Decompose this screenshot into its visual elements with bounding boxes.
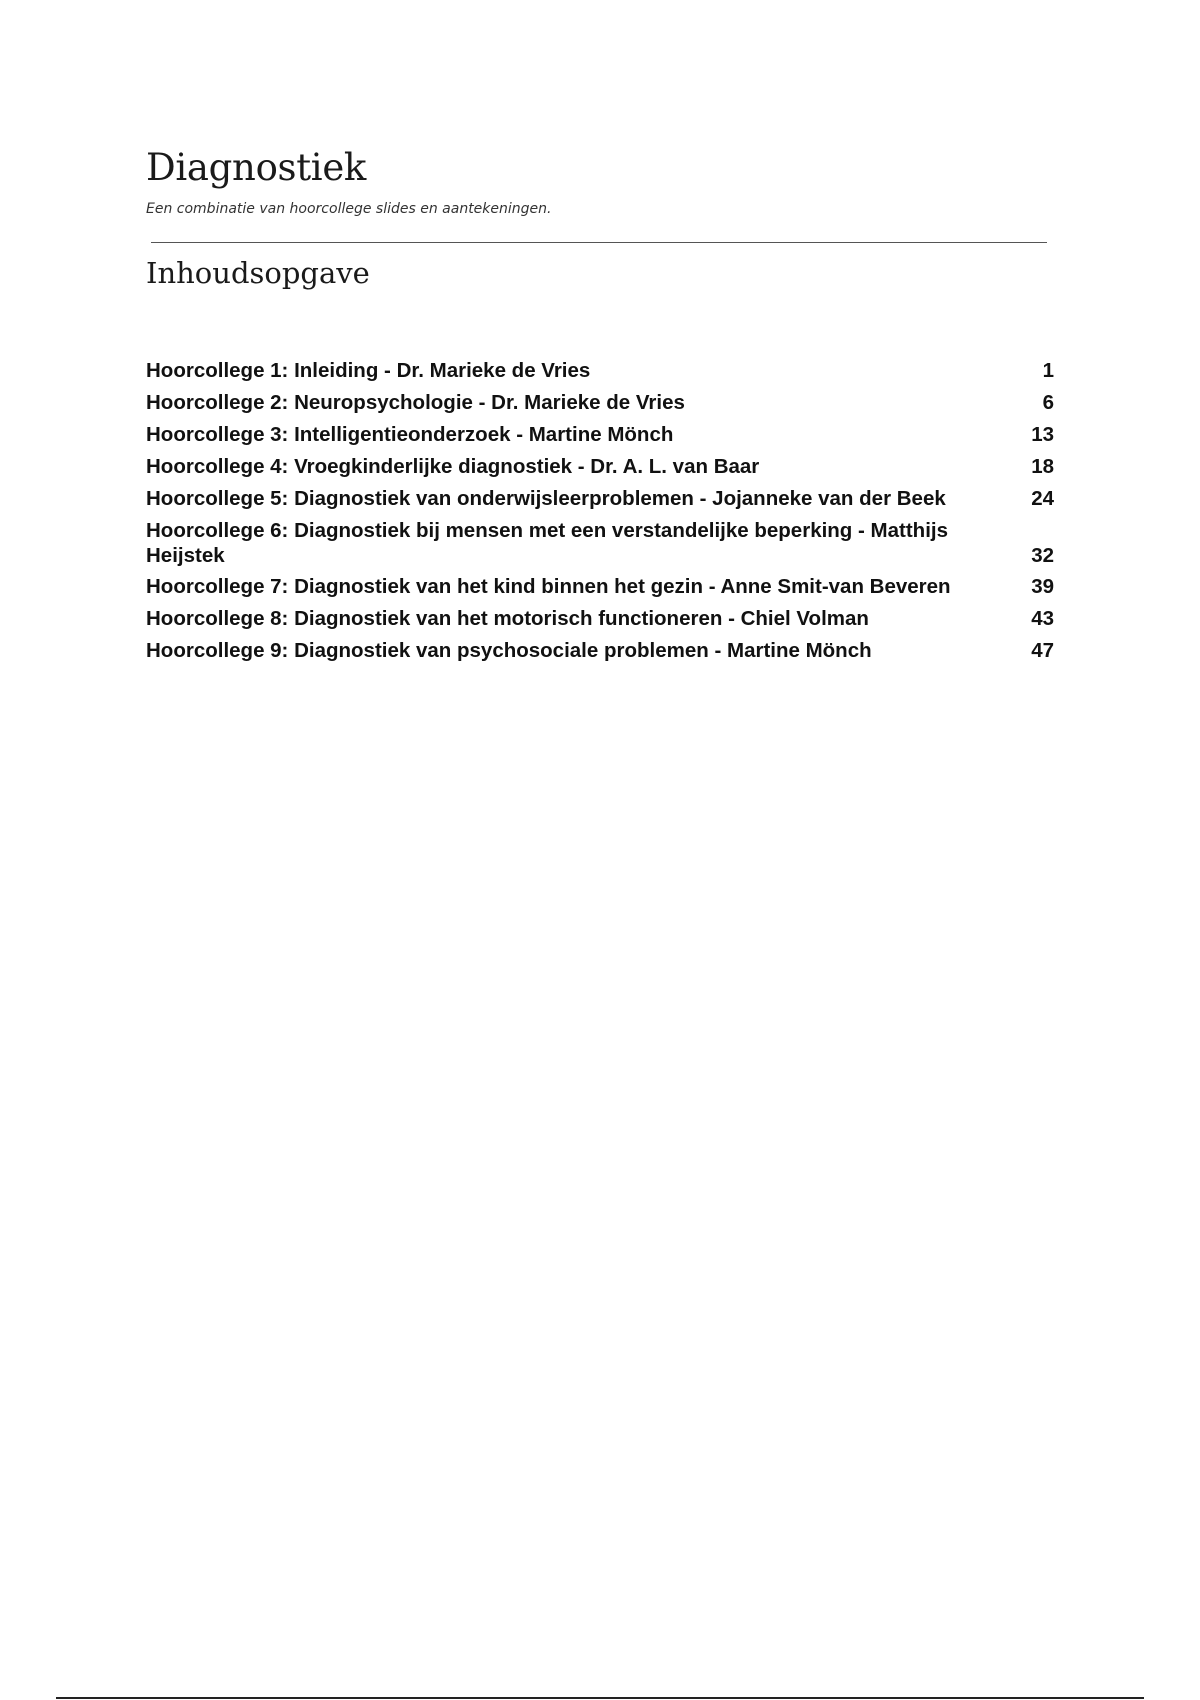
toc-entry-4[interactable]: [146, 454, 1054, 479]
toc-heading: Inhoudsopgave: [146, 256, 370, 290]
toc-entry-title: Hoorcollege 8: Diagnostiek van het motorisch functioneren - Chiel Volman: [146, 607, 869, 630]
toc-entry-1[interactable]: [146, 358, 1054, 383]
toc-entry-page: 18: [1031, 455, 1054, 478]
toc-entry-title: Hoorcollege 7: Diagnostiek van het kind binnen het gezin - Anne Smit-van Beveren: [146, 575, 951, 598]
toc-entry-page: 32: [1031, 544, 1054, 567]
toc-entry-title: Hoorcollege 1: Inleiding - Dr. Marieke de Vries: [146, 359, 591, 382]
toc-entry-2[interactable]: [146, 390, 1054, 415]
page-bottom-rule: [56, 1697, 1144, 1699]
toc-entry-page: 6: [1042, 391, 1054, 414]
toc-entry-page: 39: [1031, 575, 1054, 598]
toc-entry-title: Hoorcollege 9: Diagnostiek van psychosociale problemen - Martine Mönch: [146, 639, 872, 662]
toc-entry-title: Hoorcollege 2: Neuropsychologie - Dr. Marieke de Vries: [146, 391, 685, 414]
toc-entry-3[interactable]: [146, 422, 1054, 447]
table-of-contents: [146, 358, 1054, 670]
toc-entry-page: 24: [1031, 487, 1054, 510]
toc-entry-page: 13: [1031, 423, 1054, 446]
document-title: Diagnostiek: [146, 146, 367, 189]
toc-entry-page: 43: [1031, 607, 1054, 630]
toc-entry-7[interactable]: [146, 574, 1054, 599]
toc-entry-title: Hoorcollege 3: Intelligentieonderzoek - Martine Mönch: [146, 423, 674, 446]
toc-entry-6[interactable]: [146, 518, 1054, 568]
document-subtitle: Een combinatie van hoorcollege slides en aantekeningen.: [146, 201, 552, 217]
toc-entry-title: Hoorcollege 6: Diagnostiek bij mensen met een verstandelijke beperking - Matthijs Heijstek: [146, 519, 948, 567]
toc-entry-title: Hoorcollege 5: Diagnostiek van onderwijsleerproblemen - Jojanneke van der Beek: [146, 487, 946, 510]
toc-entry-page: 1: [1042, 359, 1054, 382]
toc-entry-8[interactable]: [146, 606, 1054, 631]
toc-entry-page: 47: [1031, 639, 1054, 662]
toc-entry-5[interactable]: [146, 486, 1054, 511]
toc-entry-title: Hoorcollege 4: Vroegkinderlijke diagnostiek - Dr. A. L. van Baar: [146, 455, 760, 478]
toc-entry-9[interactable]: [146, 638, 1054, 663]
title-divider: [151, 242, 1047, 243]
